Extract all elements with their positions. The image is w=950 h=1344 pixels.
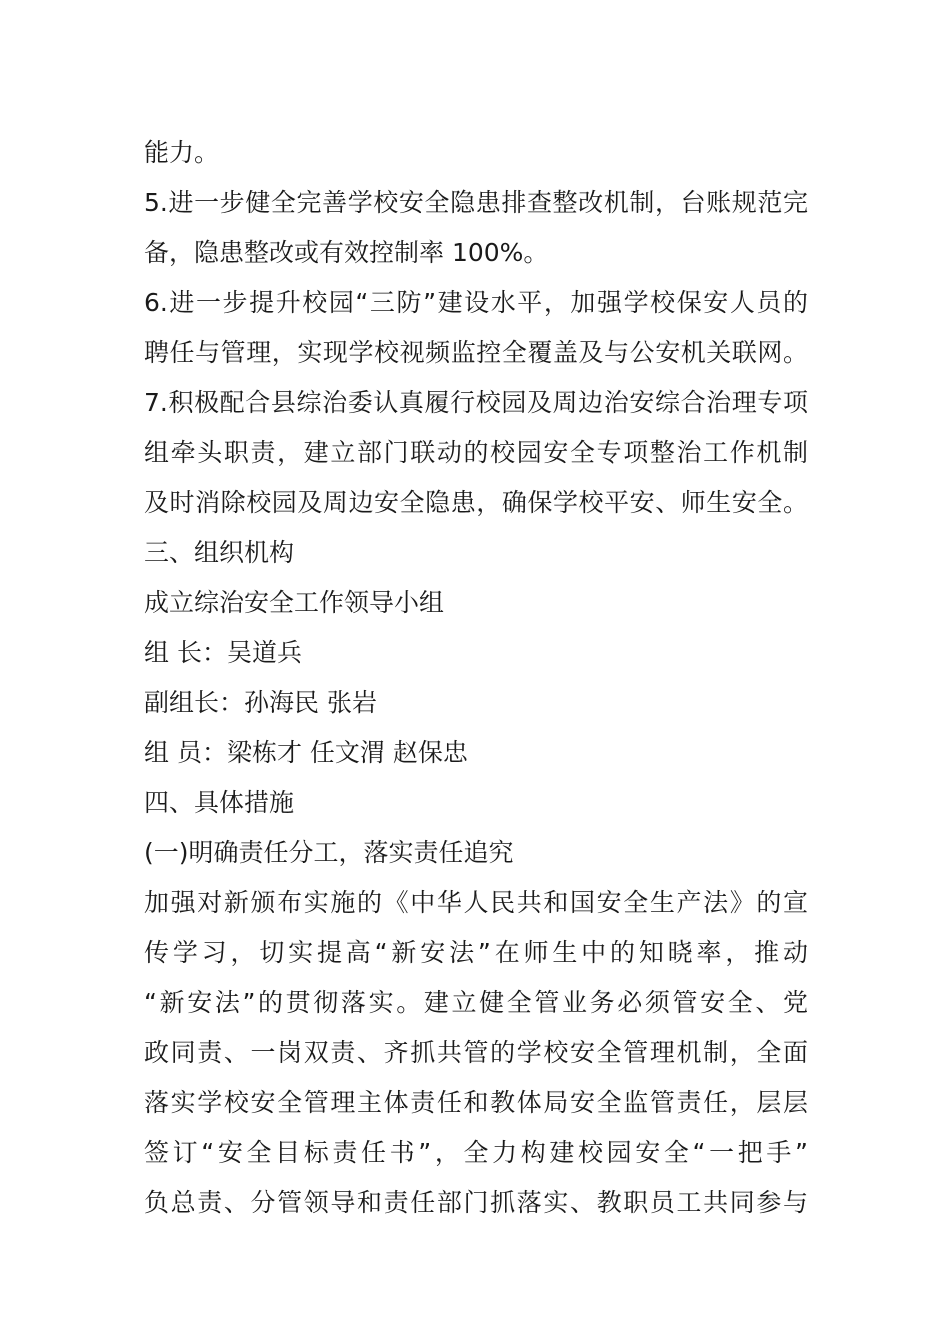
text-line: 5.进一步健全完善学校安全隐患排查整改机制，台账规范完 — [144, 188, 808, 217]
text-line: 备，隐患整改或有效控制率 100%。 — [144, 238, 549, 267]
subsection-heading: (一)明确责任分工，落实责任追究 — [144, 838, 514, 867]
text-line: 签订“安全目标责任书”，全力构建校园安全“一把手” — [144, 1138, 808, 1167]
text-line: 传学习，切实提高“新安法”在师生中的知晓率，推动 — [144, 938, 808, 967]
text-line: 加强对新颁布实施的《中华人民共和国安全生产法》的宣 — [144, 888, 808, 917]
text-line: 能力。 — [144, 138, 220, 167]
text-line: 政同责、一岗双责、齐抓共管的学校安全管理机制，全面 — [144, 1038, 808, 1067]
text-line: 7.积极配合县综治委认真履行校园及周边治安综合治理专项 — [144, 388, 808, 417]
text-line: 组牵头职责，建立部门联动的校园安全专项整治工作机制 — [144, 438, 808, 467]
document-body — [144, 128, 808, 1228]
text-line: 副组长：孙海民 张岩 — [144, 688, 377, 717]
text-line: 6.进一步提升校园“三防”建设水平，加强学校保安人员的 — [144, 288, 808, 317]
text-line: 成立综治安全工作领导小组 — [144, 588, 445, 617]
text-line: 组 员：梁栋才 任文渭 赵保忠 — [144, 738, 468, 767]
section-heading: 四、具体措施 — [144, 788, 295, 817]
text-line: 及时消除校园及周边安全隐患，确保学校平安、师生安全。 — [144, 488, 808, 517]
text-line: 组 长：吴道兵 — [144, 638, 302, 667]
text-line: 落实学校安全管理主体责任和教体局安全监管责任，层层 — [144, 1088, 808, 1117]
section-heading: 三、组织机构 — [144, 538, 295, 567]
text-line: “新安法”的贯彻落实。建立健全管业务必须管安全、党 — [144, 988, 808, 1017]
text-line: 聘任与管理，实现学校视频监控全覆盖及与公安机关联网。 — [144, 338, 808, 367]
text-line: 负总责、分管领导和责任部门抓落实、教职员工共同参与 — [144, 1188, 808, 1217]
